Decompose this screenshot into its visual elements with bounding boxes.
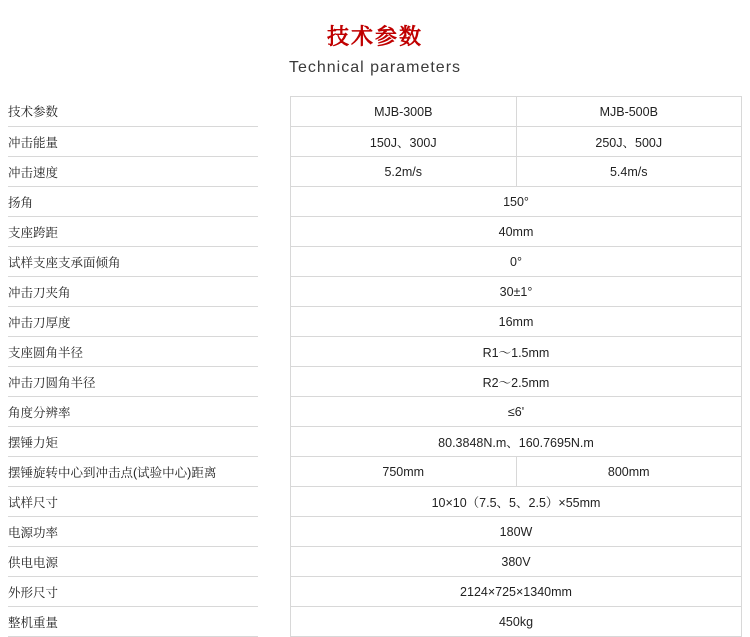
row-spacer [258,427,291,457]
row-value-shared: 450kg [291,607,742,637]
row-spacer [258,607,291,637]
technical-parameters-table [8,96,742,637]
row-value-shared: R1～1.5mm [291,337,742,367]
page-title-block [0,0,750,82]
row-value-shared: 16mm [291,307,742,337]
row-value-shared: 150° [291,187,742,217]
row-value-shared: 80.3848N.m、160.7695N.m [291,427,742,457]
row-value-shared: 180W [291,517,742,547]
row-label: 支座跨距 [8,217,258,247]
row-spacer [258,277,291,307]
row-spacer [258,577,291,607]
row-spacer [258,247,291,277]
row-spacer [258,157,291,187]
page-title-en: Technical parameters [288,59,462,76]
row-label: 冲击刀圆角半径 [8,367,258,397]
row-spacer [258,487,291,517]
row-label: 冲击刀夹角 [8,277,258,307]
row-value-shared: 0° [291,247,742,277]
row-label: 冲击速度 [8,157,258,187]
row-label: 试样尺寸 [8,487,258,517]
table-row [8,157,742,187]
row-spacer [258,187,291,217]
table-row [8,337,742,367]
row-spacer [258,97,291,127]
row-value-300b: 5.2m/s [291,157,517,187]
row-value-shared: 30±1° [291,277,742,307]
table-row [8,457,742,487]
row-spacer [258,337,291,367]
table-row [8,217,742,247]
row-label: 冲击刀厚度 [8,307,258,337]
row-value-500b: 250J、500J [516,127,742,157]
row-value-300b: 150J、300J [291,127,517,157]
row-spacer [258,457,291,487]
table-row [8,397,742,427]
table-row [8,547,742,577]
row-value-shared: 40mm [291,217,742,247]
row-value-500b: 800mm [516,457,742,487]
table-row [8,277,742,307]
row-value-shared: 380V [291,547,742,577]
table-row [8,607,742,637]
row-value-shared: 10×10（7.5、5、2.5）×55mm [291,487,742,517]
row-value-300b: 750mm [291,457,517,487]
row-spacer [258,217,291,247]
row-value-300b: MJB-300B [291,97,517,127]
row-label: 供电电源 [8,547,258,577]
table-row [8,517,742,547]
row-label: 技术参数 [8,97,258,127]
row-label: 摆锤力矩 [8,427,258,457]
row-value-shared: 2124×725×1340mm [291,577,742,607]
table-row [8,427,742,457]
row-label: 电源功率 [8,517,258,547]
table-row [8,247,742,277]
row-spacer [258,547,291,577]
row-spacer [258,517,291,547]
row-label: 扬角 [8,187,258,217]
page-title-cn: 技术参数 [326,24,423,49]
table-row [8,187,742,217]
row-label: 外形尺寸 [8,577,258,607]
row-value-shared: ≤6' [291,397,742,427]
table-row [8,97,742,127]
row-value-500b: MJB-500B [516,97,742,127]
row-label: 冲击能量 [8,127,258,157]
row-label: 角度分辨率 [8,397,258,427]
row-label: 整机重量 [8,607,258,637]
table-row [8,577,742,607]
row-spacer [258,367,291,397]
row-spacer [258,397,291,427]
row-label: 摆锤旋转中心到冲击点(试验中心)距离 [8,457,258,487]
row-spacer [258,307,291,337]
table-row [8,487,742,517]
table-row [8,127,742,157]
row-label: 支座圆角半径 [8,337,258,367]
row-label: 试样支座支承面倾角 [8,247,258,277]
row-value-500b: 5.4m/s [516,157,742,187]
row-value-shared: R2～2.5mm [291,367,742,397]
table-row [8,367,742,397]
row-spacer [258,127,291,157]
table-row [8,307,742,337]
